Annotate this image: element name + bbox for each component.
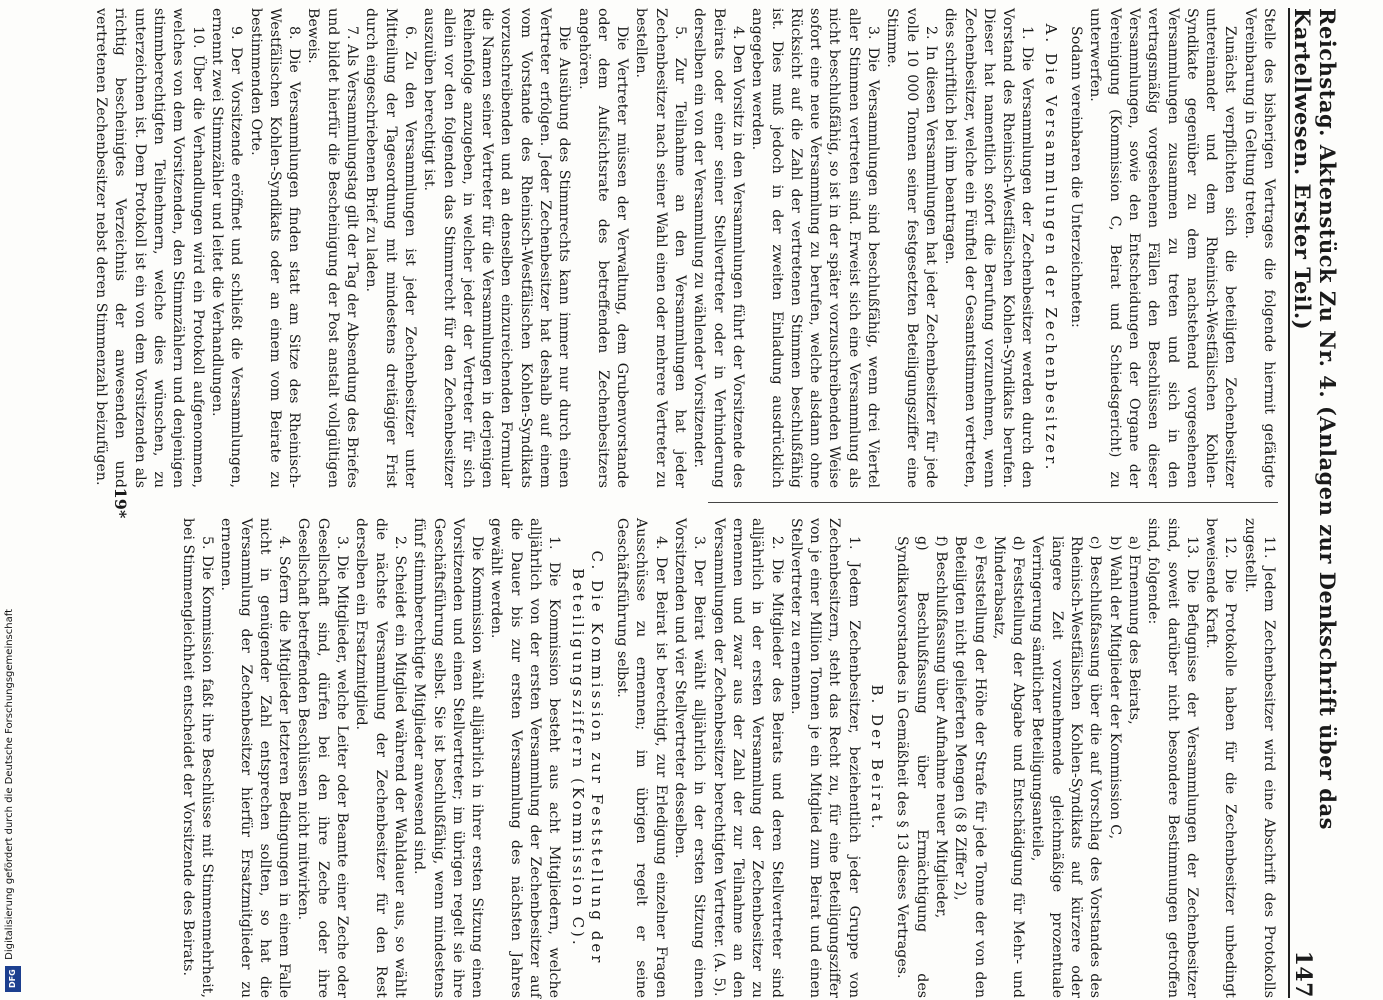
paragraph: 9. Der Vorsitzende eröffnet und schließt die Versammlungen, ernennt zwei Stimmzähler und leitet die Verhandlungen. <box>208 8 245 488</box>
page-header <box>1288 8 1340 998</box>
paragraph: 13. Die Befugnisse der Versammlungen der Zechenbesitzer sind, soweit darüber nicht besondere Bestimmungen getroffen sind, folgende: <box>1145 518 1200 998</box>
paragraph: 1. Die Versammlungen der Zechenbesitzer werden durch den Vorstand des Rheinisch-Westfälischen Kohlen-Syndikats berufen. Dieser hat namentlich sofort die Berufung vorzunehmen, wenn Zechenbesitzer, welche ein Fünftel der Gesamtstimmen vertreten, dies schriftlich bei ihm beantragen. <box>942 8 1036 488</box>
digitization-credit <box>2 0 24 1000</box>
paragraph: 3. Der Beirat wählt alljährlich in der ersten Sitzung einen Vorsitzenden und vier Stellvertreter desselben. <box>672 518 708 998</box>
section-heading-b: B. Der Beirat. <box>868 684 887 832</box>
list-item: c) Beschlußfassung über die auf Vorschlag des Vorstandes des Rheinisch-Westfälischen Kohlen-Syndikats auf kürzere oder längere Zeit vorzunehmende gleichmäßige prozentuale Verringerung sämtlicher Beteiligungsanteile, <box>1029 536 1104 998</box>
paragraph: 1. Die Kommission besteht aus acht Mitgliedern, welche alljährlich von der ersten Versammlung der Zechenbesitzer auf die Dauer bis zur ersten Versammlung des nächsten Jahres gewählt werden. <box>488 518 563 998</box>
rotated-text-page <box>90 8 1340 998</box>
list-item: a) Ernennung des Beirats, <box>1125 536 1142 725</box>
page-number: 147 <box>1290 950 1316 998</box>
right-column <box>177 518 1278 998</box>
paragraph: 2. Scheidet ein Mitglied während der Wahldauer aus, so wählt die nächste Versammlung der Zechenbesitzer für den Rest derselben ein Ersatzmitglied. <box>353 518 408 998</box>
paragraph: 3. Die Mitglieder, welche Leiter oder Beamte einer Zeche oder Gesellschaft sind, dürfen bei den ihre Zeche oder ihre Gesellschaft betreffenden Beschlüssen nicht mitwirken. <box>295 518 351 998</box>
list-item: b) Wahl der Mitglieder der Kommission C, <box>1106 536 1123 840</box>
paragraph: 11. Jedem Zechenbesitzer wird eine Abschrift des Protokolls zugestellt. <box>1241 518 1277 998</box>
paragraph: 4. Sofern die Mitglieder letzteren Bedingungen in einem Falle nicht in genügender Zahl entsprechen sollten, so hat die Versammlung der Zechenbesitzer hierfür Ersatzmitglieder zu ernennen. <box>218 518 293 998</box>
paragraph: 2. In diesen Versammlungen hat jeder Zechenbesitzer für jede volle 10 000 Tonnen seiner festgesetzten Beteiligungsziffer eine Stimme. <box>884 8 939 488</box>
paragraph: Zunächst verpflichten sich die beteiligten Zechenbesitzer untereinander und dem Rheinisch-Westfälischen Kohlen-Syndikate gegenüber zu dem nachstehend vorgesehenen Versammlungen zusammen zu treten und sich in den vertragsmäßig vorgesehenen Fällen den Beschlüssen dieser Versammlungen, sowie den Entscheidungen der Organe der Vereinigung (Kommission C, Beirat und Schiedsgericht) zu unterwerfen. <box>1087 8 1239 488</box>
paragraph: 7. Als Versammlungstag gilt der Tag der Absendung des Briefes und bildet hierfür die Bescheinigung der Post anstalt vollgültigen Beweis. <box>305 8 361 488</box>
header-title: Reichstag. Aktenstück Zu Nr. 4. (Anlagen zur Denkschrift über das Kartellwesen. Erster Teil.) <box>1290 8 1340 830</box>
list-item: d) Feststellung der Abgabe und Entschädigung für Mehr- und Minderabsatz, <box>990 536 1027 998</box>
paragraph: 3. Die Versammlungen sind beschlußfähig, wenn drei Viertel aller Stimmen vertreten sind. Erweist sich eine Versammlung als nicht beschlußfähig, so ist in der später vorzuschreibenden Weise sofort eine neue Versammlung zu berufen, welche alsdann ohne Rücksicht auf die Zahl der vertretenen Stimmen beschlußfähig ist. Dies muß jedoch in der zweiten Einladung ausdrücklich angegeben werden. <box>749 8 882 488</box>
paragraph: 1. Jedem Zechenbesitzer, beziehentlich jeder Gruppe von Zechenbesitzern, steht das Recht zu, für eine Beteiligungsziffer von je einer Million Tonnen je ein Mitglied zum Beirat und einen Stellvertreter zu ernennen. <box>787 518 862 998</box>
signature-mark: 19* <box>111 487 130 519</box>
paragraph: Die Kommission wählt alljährlich in ihrer ersten Sitzung einen Vorsitzenden und einen Stellvertreter; im übrigen regelt sie ihre Geschäftsführung selbst. Sie ist beschlußfähig, wenn mindestens fünf stimmberechtigte Mitglieder anwesend sind. <box>411 518 486 998</box>
paragraph: Die Ausübung des Stimmrechts kann immer nur durch einen Vertreter erfolgen. Jeder Zechenbesitzer hat deshalb auf einem vom Vorstande des Rheinisch-Westfälischen Kohlen-Syndikats vorzuschreibenden und an denselben einzureichenden Formular die Namen seiner Vertreter für die Versammlungen in derjenigen Reihenfolge anzugeben, in welcher jeder der Vertreter für sich allein vor den folgenden das Stimmrecht für den Zechenbesitzer auszuüben berechtigt ist. <box>421 8 573 488</box>
paragraph: 6. Zu den Versammlungen ist jeder Zechenbesitzer unter Mitteilung der Tagesordnung mit mindestens dreitägiger Frist durch eingeschriebenen Brief zu laden. <box>363 8 418 488</box>
paragraph: 8. Die Versammlungen finden statt am Sitze des Rheinisch-Westfälischen Kohlen-Syndikats oder an einem vom Beirate zu bestimmenden Orte. <box>247 8 303 488</box>
list-item: g) Beschlußfassung über Ermächtigung des Syndikatsvorstandes in Gemäßheit des § 13 dieses Vertrages. <box>894 536 930 998</box>
column-divider <box>708 502 1278 503</box>
paragraph: 4. Der Beirat ist berechtigt, zur Erledigung einzelner Fragen Ausschüsse zu ernennen; im übrigen regelt er seine Geschäftsführung selbst. <box>614 518 669 998</box>
paragraph: Die Vertreter müssen der Verwaltung, dem Grubenvorstande oder dem Aufsichtsrate des betreffenden Zechenbesitzers angehören. <box>575 8 631 488</box>
dfg-logo: DFG <box>5 966 21 992</box>
section-heading-c: C. Die Kommission zur Feststellung der Beteiligungsziffern (Kommission C). <box>568 550 606 966</box>
left-column <box>91 8 1278 488</box>
list-item: e) Feststellung der Höhe der Strafe für jede Tonne der von den Beteiligten nicht gelieferten Mengen (§ 8 Ziffer 2), <box>952 536 988 998</box>
paragraph: 5. Die Kommission faßt ihre Beschlüsse mit Stimmenmehrheit, bei Stimmengleichheit entscheidet der Vorsitzende des Beirats. <box>179 518 215 998</box>
paragraph: 12. Die Protokolle haben für die Zechenbesitzer unbedingt beweisende Kraft. <box>1203 518 1239 998</box>
section-heading-a: A. Die Versammlungen der Zechenbesitzer. <box>1041 23 1060 473</box>
paragraph: Sodann vereinbaren die Unterzeichneten: <box>1068 26 1085 328</box>
list-item: f) Beschlußfassung über Aufnahme neuer Mitglieder, <box>932 536 949 919</box>
paragraph: Stelle des bisherigen Vertrages die folgende hiermit gefätigte Vereinbarung in Geltung treten. <box>1241 8 1277 488</box>
paragraph: 4. Den Vorsitz in den Versammlungen führt der Vorsitzende des Beirats oder einer seiner Stellvertreter oder in Verhinderung derselben ein von der Versammlung zu wählender Vorsitzender. <box>691 8 746 488</box>
credit-text: Digitalisierung gefördert durch die Deutsche Forschungsgemeinschaft <box>4 609 15 960</box>
paragraph: 5. Zur Teilnahme an den Versammlungen hat jeder Zechenbesitzer nach seiner Wahl einen oder mehrere Vertreter zu bestellen. <box>633 8 689 488</box>
paragraph: 2. Die Mitglieder des Beirats und deren Stellvertreter sind alljährlich in der ersten Versammlung der Zechenbesitzer zu ernennen und zwar aus der Zahl der zur Teilnahme an den Versammlungen der Zechenbesitzer berechtigten Vertreter. (A. 5). <box>710 518 785 998</box>
paragraph: 10. Über die Verhandlungen wird ein Protokoll aufgenommen, welches von dem Vorsitzenden, den Stimmzählern und denjenigen stimmberechtigten Teilnehmern, welche dies wünschen, zu unterzeichnen ist. Dem Protokoll ist ein von dem Vorsitzenden als richtig bescheinigtes Verzeichnis der anwesenden und vertretenen Zechenbesitzer nebst deren Stimmenzahl beizufügen. <box>93 8 206 488</box>
